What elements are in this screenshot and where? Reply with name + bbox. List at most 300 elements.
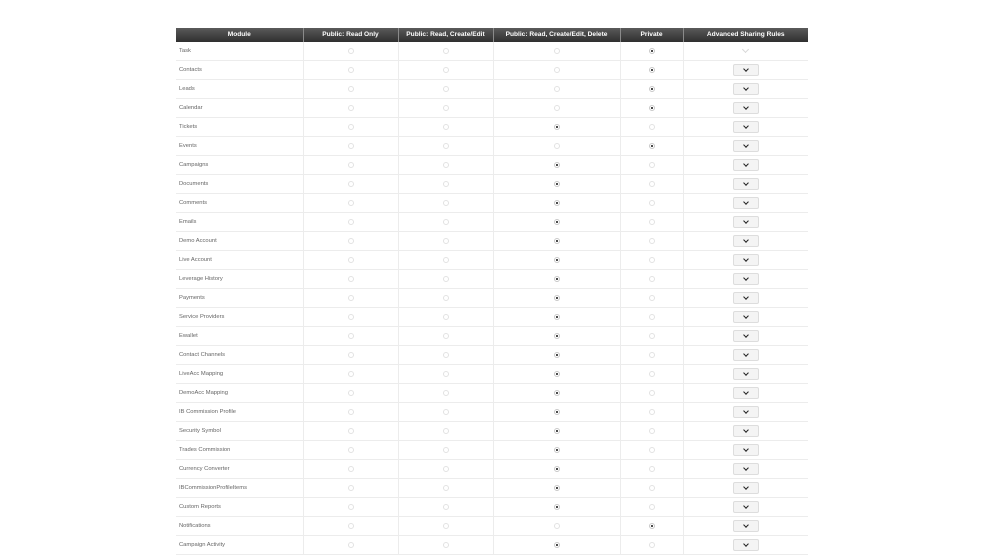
radio-public-read-only[interactable] (348, 162, 354, 168)
radio-public-read-only[interactable] (348, 466, 354, 472)
radio-public-read-create-edit[interactable] (443, 238, 449, 244)
option-cell (303, 61, 398, 80)
module-name: Calendar (176, 99, 303, 118)
advanced-sharing-toggle-button[interactable] (733, 482, 759, 494)
radio-public-read-only[interactable] (348, 219, 354, 225)
advanced-sharing-toggle-button[interactable] (733, 83, 759, 95)
option-cell (620, 517, 683, 536)
option-cell (620, 232, 683, 251)
module-name: Contacts (176, 61, 303, 80)
option-cell (493, 479, 620, 498)
radio-public-read-only[interactable] (348, 86, 354, 92)
option-cell (398, 99, 493, 118)
table-row (176, 441, 808, 460)
chevron-down-icon (742, 46, 749, 53)
radio-public-read-create-edit-delete[interactable] (554, 238, 560, 244)
advanced-sharing-toggle-button[interactable] (733, 140, 759, 152)
option-cell (493, 175, 620, 194)
radio-public-read-only[interactable] (348, 504, 354, 510)
option-cell (398, 327, 493, 346)
chevron-down-icon (743, 446, 749, 452)
radio-public-read-only[interactable] (348, 257, 354, 263)
advanced-sharing-toggle-button[interactable] (733, 463, 759, 475)
chevron-down-icon (743, 294, 749, 300)
advanced-sharing-toggle-button[interactable] (733, 425, 759, 437)
module-name: Campaigns (176, 156, 303, 175)
advanced-sharing-cell (683, 213, 808, 232)
radio-private[interactable] (649, 466, 655, 472)
module-name: IB Commission Profile (176, 403, 303, 422)
option-cell (303, 194, 398, 213)
chevron-down-icon (743, 66, 749, 72)
option-cell (303, 346, 398, 365)
module-name: Events (176, 137, 303, 156)
radio-public-read-only[interactable] (348, 67, 354, 73)
radio-public-read-create-edit[interactable] (443, 105, 449, 111)
radio-public-read-create-edit-delete[interactable] (554, 504, 560, 510)
radio-public-read-create-edit-delete[interactable] (554, 485, 560, 491)
radio-public-read-create-edit-delete[interactable] (554, 67, 560, 73)
module-name: Comments (176, 194, 303, 213)
radio-private[interactable] (649, 447, 655, 453)
radio-public-read-create-edit-delete[interactable] (554, 466, 560, 472)
radio-public-read-create-edit-delete[interactable] (554, 428, 560, 434)
radio-public-read-create-edit[interactable] (443, 466, 449, 472)
radio-public-read-create-edit-delete[interactable] (554, 200, 560, 206)
option-cell (620, 384, 683, 403)
radio-public-read-create-edit[interactable] (443, 67, 449, 73)
option-cell (303, 460, 398, 479)
radio-public-read-create-edit[interactable] (443, 219, 449, 225)
radio-public-read-create-edit-delete[interactable] (554, 523, 560, 529)
radio-private[interactable] (649, 314, 655, 320)
radio-public-read-only[interactable] (348, 124, 354, 130)
option-cell (303, 403, 398, 422)
option-cell (398, 441, 493, 460)
advanced-sharing-cell (683, 42, 808, 61)
option-cell (493, 498, 620, 517)
advanced-sharing-cell (683, 365, 808, 384)
option-cell (620, 498, 683, 517)
advanced-sharing-cell (683, 422, 808, 441)
radio-public-read-only[interactable] (348, 48, 354, 54)
module-name: Leverage History (176, 270, 303, 289)
radio-public-read-create-edit-delete[interactable] (554, 352, 560, 358)
advanced-sharing-cell (683, 156, 808, 175)
module-name: DemoAcc Mapping (176, 384, 303, 403)
radio-private[interactable] (649, 162, 655, 168)
table-row (176, 403, 808, 422)
radio-public-read-create-edit[interactable] (443, 504, 449, 510)
radio-private[interactable] (649, 295, 655, 301)
advanced-sharing-cell (683, 99, 808, 118)
table-row (176, 61, 808, 80)
radio-private[interactable] (649, 409, 655, 415)
option-cell (398, 308, 493, 327)
chevron-down-icon (743, 541, 749, 547)
table-row (176, 99, 808, 118)
radio-public-read-create-edit[interactable] (443, 276, 449, 282)
radio-public-read-only[interactable] (348, 181, 354, 187)
radio-public-read-only[interactable] (348, 333, 354, 339)
radio-public-read-only[interactable] (348, 485, 354, 491)
advanced-sharing-cell (683, 498, 808, 517)
radio-public-read-only[interactable] (348, 105, 354, 111)
option-cell (620, 251, 683, 270)
advanced-sharing-toggle-button[interactable] (733, 501, 759, 513)
radio-private[interactable] (649, 428, 655, 434)
radio-public-read-create-edit[interactable] (443, 409, 449, 415)
option-cell (493, 403, 620, 422)
radio-public-read-create-edit[interactable] (443, 542, 449, 548)
option-cell (398, 517, 493, 536)
radio-public-read-create-edit[interactable] (443, 428, 449, 434)
radio-private[interactable] (649, 523, 655, 529)
option-cell (398, 346, 493, 365)
option-cell (303, 384, 398, 403)
option-cell (303, 137, 398, 156)
module-name: Ewallet (176, 327, 303, 346)
option-cell (620, 270, 683, 289)
chevron-down-icon (743, 85, 749, 91)
table-row (176, 517, 808, 536)
table-row (176, 270, 808, 289)
table-row (176, 80, 808, 99)
option-cell (493, 42, 620, 61)
table-row (176, 479, 808, 498)
radio-public-read-create-edit[interactable] (443, 523, 449, 529)
module-name: Notifications (176, 517, 303, 536)
option-cell (620, 156, 683, 175)
advanced-sharing-cell (683, 403, 808, 422)
table-row (176, 289, 808, 308)
advanced-sharing-cell (683, 61, 808, 80)
advanced-sharing-toggle-button[interactable] (733, 368, 759, 380)
module-name: Trades Commission (176, 441, 303, 460)
option-cell (398, 536, 493, 555)
radio-private[interactable] (649, 276, 655, 282)
option-cell (303, 327, 398, 346)
advanced-sharing-toggle-button[interactable] (733, 254, 759, 266)
radio-private[interactable] (649, 542, 655, 548)
radio-public-read-create-edit-delete[interactable] (554, 295, 560, 301)
module-name: Demo Account (176, 232, 303, 251)
radio-public-read-create-edit[interactable] (443, 48, 449, 54)
option-cell (620, 365, 683, 384)
option-cell (303, 498, 398, 517)
sharing-access-panel (176, 28, 808, 555)
radio-public-read-create-edit[interactable] (443, 371, 449, 377)
advanced-sharing-cell (683, 384, 808, 403)
option-cell (493, 384, 620, 403)
radio-private[interactable] (649, 86, 655, 92)
chevron-down-icon (743, 522, 749, 528)
option-cell (398, 403, 493, 422)
table-row (176, 251, 808, 270)
option-cell (303, 289, 398, 308)
radio-public-read-create-edit-delete[interactable] (554, 447, 560, 453)
option-cell (303, 536, 398, 555)
radio-private[interactable] (649, 333, 655, 339)
option-cell (493, 99, 620, 118)
option-cell (620, 213, 683, 232)
column-header-private: Private (620, 28, 683, 42)
radio-private[interactable] (649, 200, 655, 206)
advanced-sharing-cell (683, 308, 808, 327)
radio-public-read-create-edit-delete[interactable] (554, 124, 560, 130)
radio-public-read-create-edit-delete[interactable] (554, 105, 560, 111)
advanced-sharing-toggle-button[interactable] (733, 121, 759, 133)
column-header-advanced-sharing-rules: Advanced Sharing Rules (683, 28, 808, 42)
option-cell (493, 536, 620, 555)
option-cell (303, 232, 398, 251)
module-name: Service Providers (176, 308, 303, 327)
option-cell (493, 80, 620, 99)
option-cell (493, 118, 620, 137)
radio-public-read-create-edit-delete[interactable] (554, 143, 560, 149)
advanced-sharing-toggle-button[interactable] (733, 102, 759, 114)
option-cell (493, 422, 620, 441)
radio-public-read-create-edit-delete[interactable] (554, 314, 560, 320)
radio-public-read-create-edit-delete[interactable] (554, 371, 560, 377)
chevron-down-icon (743, 180, 749, 186)
radio-private[interactable] (649, 504, 655, 510)
radio-public-read-create-edit[interactable] (443, 162, 449, 168)
advanced-sharing-toggle-button[interactable] (733, 539, 759, 551)
option-cell (493, 365, 620, 384)
table-row (176, 42, 808, 61)
option-cell (303, 441, 398, 460)
radio-public-read-only[interactable] (348, 390, 354, 396)
radio-public-read-create-edit[interactable] (443, 485, 449, 491)
advanced-sharing-cell (683, 251, 808, 270)
radio-public-read-only[interactable] (348, 352, 354, 358)
advanced-sharing-cell (683, 460, 808, 479)
radio-public-read-create-edit-delete[interactable] (554, 390, 560, 396)
option-cell (620, 308, 683, 327)
advanced-sharing-cell (683, 536, 808, 555)
radio-public-read-create-edit-delete[interactable] (554, 181, 560, 187)
option-cell (398, 422, 493, 441)
option-cell (493, 441, 620, 460)
option-cell (620, 536, 683, 555)
advanced-sharing-toggle-button[interactable] (733, 216, 759, 228)
module-name: Emails (176, 213, 303, 232)
radio-private[interactable] (649, 67, 655, 73)
radio-private[interactable] (649, 124, 655, 130)
table-row (176, 194, 808, 213)
advanced-sharing-cell (683, 441, 808, 460)
advanced-sharing-cell (683, 479, 808, 498)
radio-public-read-create-edit-delete[interactable] (554, 333, 560, 339)
option-cell (493, 137, 620, 156)
table-row (176, 232, 808, 251)
option-cell (620, 422, 683, 441)
module-name: Leads (176, 80, 303, 99)
radio-public-read-create-edit-delete[interactable] (554, 409, 560, 415)
table-row (176, 536, 808, 555)
radio-public-read-create-edit[interactable] (443, 124, 449, 130)
column-header-public-read-only: Public: Read Only (303, 28, 398, 42)
option-cell (398, 194, 493, 213)
option-cell (303, 270, 398, 289)
radio-private[interactable] (649, 181, 655, 187)
module-name: Campaign Activity (176, 536, 303, 555)
module-name: Security Symbol (176, 422, 303, 441)
radio-public-read-only[interactable] (348, 238, 354, 244)
option-cell (398, 479, 493, 498)
advanced-sharing-toggle-button[interactable] (733, 178, 759, 190)
option-cell (493, 61, 620, 80)
radio-public-read-only[interactable] (348, 276, 354, 282)
option-cell (620, 80, 683, 99)
chevron-down-icon (743, 142, 749, 148)
radio-private[interactable] (649, 371, 655, 377)
module-name: LiveAcc Mapping (176, 365, 303, 384)
chevron-down-icon (743, 351, 749, 357)
radio-private[interactable] (649, 48, 655, 54)
table-row (176, 346, 808, 365)
option-cell (398, 270, 493, 289)
radio-public-read-only[interactable] (348, 523, 354, 529)
advanced-sharing-toggle-button[interactable] (733, 273, 759, 285)
radio-public-read-create-edit[interactable] (443, 86, 449, 92)
advanced-sharing-toggle-button[interactable] (733, 406, 759, 418)
radio-private[interactable] (649, 143, 655, 149)
option-cell (620, 118, 683, 137)
radio-public-read-only[interactable] (348, 409, 354, 415)
advanced-sharing-toggle-button[interactable] (733, 444, 759, 456)
radio-private[interactable] (649, 485, 655, 491)
advanced-sharing-cell (683, 232, 808, 251)
column-header-module: Module (176, 28, 303, 42)
radio-public-read-create-edit[interactable] (443, 390, 449, 396)
radio-public-read-create-edit-delete[interactable] (554, 162, 560, 168)
radio-public-read-only[interactable] (348, 428, 354, 434)
chevron-down-icon (743, 465, 749, 471)
radio-public-read-create-edit-delete[interactable] (554, 48, 560, 54)
column-header-public-read-create-edit-delete: Public: Read, Create/Edit, Delete (493, 28, 620, 42)
option-cell (398, 365, 493, 384)
advanced-sharing-toggle-button[interactable] (733, 292, 759, 304)
radio-public-read-only[interactable] (348, 143, 354, 149)
option-cell (398, 156, 493, 175)
option-cell (493, 346, 620, 365)
radio-private[interactable] (649, 352, 655, 358)
advanced-sharing-toggle-button[interactable] (733, 330, 759, 342)
radio-private[interactable] (649, 219, 655, 225)
radio-public-read-create-edit[interactable] (443, 352, 449, 358)
option-cell (398, 213, 493, 232)
option-cell (493, 251, 620, 270)
radio-private[interactable] (649, 105, 655, 111)
advanced-sharing-cell (683, 346, 808, 365)
advanced-sharing-toggle-button[interactable] (733, 159, 759, 171)
radio-public-read-create-edit[interactable] (443, 333, 449, 339)
module-name: Payments (176, 289, 303, 308)
option-cell (398, 80, 493, 99)
advanced-sharing-toggle-button[interactable] (733, 235, 759, 247)
radio-public-read-create-edit-delete[interactable] (554, 86, 560, 92)
option-cell (303, 99, 398, 118)
chevron-down-icon (743, 313, 749, 319)
advanced-sharing-cell (683, 137, 808, 156)
radio-public-read-create-edit[interactable] (443, 295, 449, 301)
radio-public-read-create-edit[interactable] (443, 447, 449, 453)
radio-public-read-only[interactable] (348, 314, 354, 320)
chevron-down-icon (743, 123, 749, 129)
advanced-sharing-cell (683, 270, 808, 289)
radio-public-read-only[interactable] (348, 200, 354, 206)
advanced-sharing-cell (683, 175, 808, 194)
option-cell (620, 403, 683, 422)
radio-private[interactable] (649, 238, 655, 244)
option-cell (620, 327, 683, 346)
radio-public-read-create-edit[interactable] (443, 257, 449, 263)
radio-public-read-create-edit[interactable] (443, 143, 449, 149)
table-header-row (176, 28, 808, 42)
option-cell (303, 365, 398, 384)
table-row (176, 327, 808, 346)
advanced-sharing-toggle-button[interactable] (733, 311, 759, 323)
option-cell (493, 289, 620, 308)
radio-public-read-only[interactable] (348, 542, 354, 548)
sharing-access-table (176, 28, 808, 555)
advanced-sharing-cell (683, 118, 808, 137)
radio-private[interactable] (649, 390, 655, 396)
radio-public-read-create-edit[interactable] (443, 200, 449, 206)
option-cell (620, 99, 683, 118)
radio-public-read-only[interactable] (348, 295, 354, 301)
chevron-down-icon (743, 199, 749, 205)
chevron-down-icon (743, 161, 749, 167)
advanced-sharing-cell (683, 289, 808, 308)
advanced-sharing-toggle-button[interactable] (733, 387, 759, 399)
option-cell (398, 232, 493, 251)
table-row (176, 460, 808, 479)
radio-public-read-create-edit-delete[interactable] (554, 542, 560, 548)
radio-public-read-create-edit-delete[interactable] (554, 276, 560, 282)
table-row (176, 498, 808, 517)
option-cell (303, 42, 398, 61)
option-cell (620, 42, 683, 61)
chevron-down-icon (743, 218, 749, 224)
advanced-sharing-toggle-button[interactable] (733, 349, 759, 361)
table-row (176, 137, 808, 156)
option-cell (620, 289, 683, 308)
radio-public-read-only[interactable] (348, 447, 354, 453)
chevron-down-icon (743, 332, 749, 338)
advanced-sharing-toggle-button[interactable] (733, 64, 759, 76)
option-cell (493, 308, 620, 327)
advanced-sharing-toggle-button[interactable] (733, 197, 759, 209)
radio-public-read-only[interactable] (348, 371, 354, 377)
chevron-down-icon (743, 237, 749, 243)
option-cell (303, 251, 398, 270)
radio-public-read-create-edit[interactable] (443, 314, 449, 320)
module-name: Documents (176, 175, 303, 194)
radio-public-read-create-edit-delete[interactable] (554, 219, 560, 225)
radio-public-read-create-edit-delete[interactable] (554, 257, 560, 263)
option-cell (398, 118, 493, 137)
option-cell (620, 441, 683, 460)
option-cell (303, 80, 398, 99)
radio-private[interactable] (649, 257, 655, 263)
option-cell (398, 384, 493, 403)
radio-public-read-create-edit[interactable] (443, 181, 449, 187)
advanced-sharing-toggle-button[interactable] (733, 520, 759, 532)
column-header-public-read-create-edit: Public: Read, Create/Edit (398, 28, 493, 42)
